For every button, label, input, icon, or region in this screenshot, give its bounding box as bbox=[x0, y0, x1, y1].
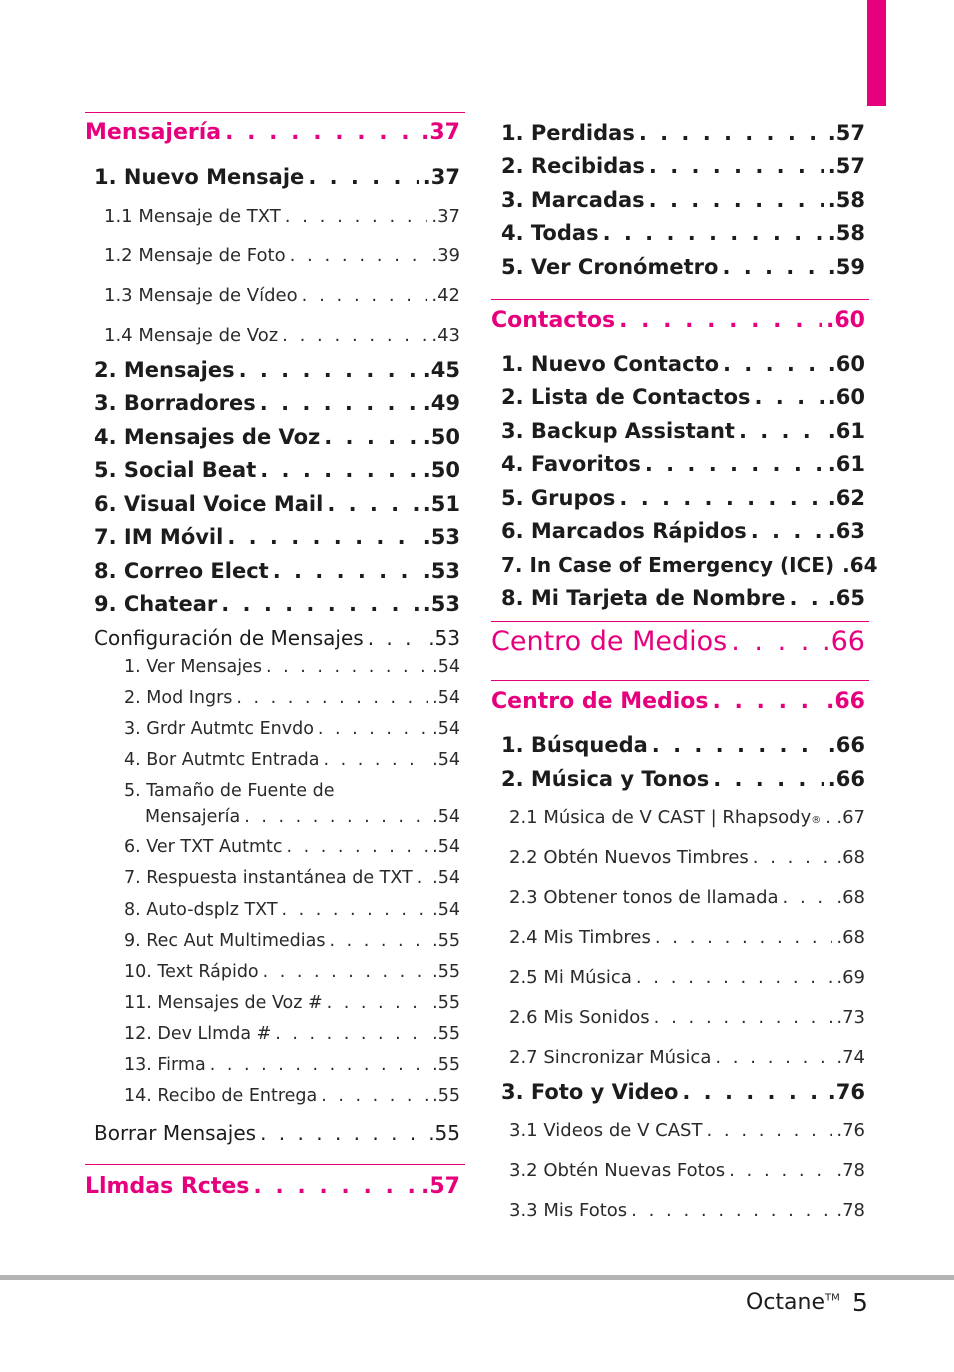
dot-leader bbox=[783, 881, 833, 915]
toc-entry-title: 3.3 Mis Fotos bbox=[509, 1200, 628, 1221]
toc-entry[interactable] bbox=[124, 681, 460, 715]
dot-leader bbox=[706, 1114, 832, 1148]
toc-entry[interactable] bbox=[124, 830, 460, 864]
toc-entry[interactable] bbox=[124, 924, 460, 958]
toc-entry[interactable] bbox=[501, 250, 865, 284]
toc-entry[interactable] bbox=[124, 986, 460, 1020]
toc-entry-title: 1. Búsqueda bbox=[501, 733, 648, 757]
toc-entry-page: .57 bbox=[421, 1174, 460, 1199]
toc-entry-page: .55 bbox=[432, 1055, 460, 1075]
dot-leader bbox=[227, 520, 418, 554]
toc-entry[interactable] bbox=[509, 1041, 865, 1075]
toc-entry[interactable] bbox=[94, 160, 460, 194]
dot-leader bbox=[290, 239, 428, 273]
toc-entry[interactable]: 2.1 Música de V CAST | Rhapsody ® . . . .67 bbox=[509, 801, 865, 835]
toc-entry-page: .58 bbox=[827, 221, 865, 245]
footer-rule bbox=[0, 1275, 954, 1280]
toc-entry-page: .68 bbox=[836, 887, 865, 908]
dot-leader bbox=[639, 116, 824, 150]
dot-leader bbox=[260, 386, 419, 420]
dot-leader bbox=[286, 830, 428, 864]
section-rule bbox=[85, 1164, 465, 1165]
footer-brand bbox=[746, 1290, 840, 1315]
toc-entry[interactable] bbox=[509, 961, 865, 995]
toc-entry-title: 9. Rec Aut Multimedias bbox=[124, 931, 326, 951]
dot-leader bbox=[253, 1170, 417, 1204]
toc-entry-title: 4. Todas bbox=[501, 221, 599, 245]
toc-entry-page: .68 bbox=[836, 847, 865, 868]
toc-entry-title: 9. Chatear bbox=[94, 592, 218, 616]
chapter-tab-marker bbox=[867, 0, 886, 106]
dot-leader bbox=[417, 861, 428, 895]
dot-leader bbox=[308, 160, 418, 194]
toc-entry-title: 8. Auto-dsplz TXT bbox=[124, 900, 278, 920]
toc-entry-page: .45 bbox=[422, 358, 460, 382]
dot-leader bbox=[603, 216, 824, 250]
toc-entry-title: Configuración de Mensajes bbox=[94, 626, 364, 650]
toc-entry-page: .53 bbox=[422, 559, 460, 583]
toc-entry-title: 5. Tamaño de Fuente de bbox=[124, 781, 335, 801]
toc-entry-page: .64 bbox=[842, 553, 878, 577]
toc-entry-title: 4. Bor Autmtc Entrada bbox=[124, 750, 320, 770]
toc-entry[interactable] bbox=[501, 447, 865, 481]
toc-entry-title: 6. Ver TXT Autmtc bbox=[124, 837, 283, 857]
toc-entry[interactable] bbox=[104, 319, 460, 353]
toc-entry-title: 3.1 Videos de V CAST bbox=[509, 1120, 703, 1141]
toc-entry-title: 5. Social Beat bbox=[94, 458, 257, 482]
toc-entry-title: 7. IM Móvil bbox=[94, 525, 224, 549]
toc-entry-title: 2.2 Obtén Nuevos Timbres bbox=[509, 847, 749, 868]
toc-entry[interactable] bbox=[94, 386, 460, 420]
toc-entry-page: .54 bbox=[432, 750, 460, 770]
toc-entry[interactable] bbox=[509, 1001, 865, 1035]
toc-entry[interactable] bbox=[501, 216, 865, 250]
dot-leader bbox=[751, 514, 824, 548]
toc-entry-page: .60 bbox=[827, 352, 865, 376]
dot-leader bbox=[263, 955, 429, 989]
toc-entry-title: 2.7 Sincronizar Música bbox=[509, 1047, 712, 1068]
toc-entry-page: .54 bbox=[432, 688, 460, 708]
toc-entry-page: .55 bbox=[432, 931, 460, 951]
dot-leader bbox=[645, 447, 824, 481]
toc-entry-page: .63 bbox=[827, 519, 865, 543]
toc-entry-title: 7. In Case of Emergency (ICE) bbox=[501, 553, 835, 577]
toc-entry-page: .50 bbox=[422, 425, 460, 449]
toc-entry-title: 5. Ver Cronómetro bbox=[501, 255, 719, 279]
dot-leader bbox=[225, 116, 417, 150]
toc-entry-title: 1.2 Mensaje de Foto bbox=[104, 245, 286, 266]
toc-entry-page: .57 bbox=[827, 154, 865, 178]
toc-section-centro-de-medios[interactable] bbox=[491, 685, 865, 719]
toc-entry-page: .37 bbox=[422, 165, 460, 189]
toc-entry[interactable] bbox=[124, 712, 460, 746]
dot-leader bbox=[244, 800, 428, 834]
toc-entry-page: .55 bbox=[432, 1086, 460, 1106]
toc-entry-page: .49 bbox=[422, 391, 460, 415]
dot-leader bbox=[729, 1154, 832, 1188]
dot-leader bbox=[260, 453, 419, 487]
toc-entry-page: .73 bbox=[836, 1007, 865, 1028]
dot-leader bbox=[327, 986, 428, 1020]
toc-entry-title: 8. Correo Elect bbox=[94, 559, 269, 583]
toc-entry-page: .57 bbox=[827, 121, 865, 145]
toc-entry-title: Llmdas Rctes bbox=[85, 1174, 250, 1199]
toc-entry-title: 13. Firma bbox=[124, 1055, 206, 1075]
dot-leader bbox=[266, 650, 428, 684]
toc-entry-title: 3. Borradores bbox=[94, 391, 256, 415]
toc-entry-title: Mensajería bbox=[85, 120, 222, 145]
brand-name: Octane bbox=[746, 1290, 825, 1315]
toc-entry-page: .55 bbox=[432, 993, 460, 1013]
toc-entry[interactable] bbox=[509, 921, 865, 955]
dot-leader bbox=[655, 921, 833, 955]
toc-entry[interactable] bbox=[124, 1017, 460, 1051]
dot-leader bbox=[649, 183, 824, 217]
toc-entry[interactable] bbox=[124, 650, 460, 684]
toc-entry-page: .42 bbox=[431, 285, 460, 306]
toc-entry-page: .53 bbox=[428, 626, 460, 650]
toc-entry-page: .54 bbox=[432, 719, 460, 739]
toc-section-llmdas-rctes[interactable] bbox=[85, 1170, 460, 1204]
toc-entry-title: 1.1 Mensaje de TXT bbox=[104, 206, 281, 227]
dot-leader bbox=[755, 380, 824, 414]
toc-entry[interactable] bbox=[124, 955, 460, 989]
dot-leader bbox=[221, 587, 419, 621]
toc-entry[interactable] bbox=[94, 554, 460, 588]
dot-leader bbox=[239, 353, 419, 387]
toc-entry-page: .58 bbox=[827, 188, 865, 212]
toc-entry[interactable] bbox=[94, 453, 460, 487]
toc-entry[interactable] bbox=[501, 581, 865, 615]
toc-entry-page: .54 bbox=[432, 868, 460, 888]
toc-entry[interactable] bbox=[104, 200, 460, 234]
toc-entry-page: .53 bbox=[422, 592, 460, 616]
toc-entry-page: .54 bbox=[432, 900, 460, 920]
toc-entry-page: .61 bbox=[827, 419, 865, 443]
dot-leader bbox=[260, 1116, 424, 1150]
section-rule bbox=[85, 112, 465, 113]
toc-entry-page: .43 bbox=[431, 325, 460, 346]
toc-entry-title: 1. Nuevo Mensaje bbox=[94, 165, 305, 189]
toc-entry[interactable] bbox=[94, 1116, 460, 1150]
toc-entry-title: 2. Mod Ingrs bbox=[124, 688, 233, 708]
toc-entry[interactable] bbox=[501, 414, 865, 448]
toc-entry-title: 1. Nuevo Contacto bbox=[501, 352, 720, 376]
toc-entry-title: Centro de Medios bbox=[491, 626, 728, 657]
toc-entry-title: 4. Mensajes de Voz bbox=[94, 425, 321, 449]
toc-entry[interactable] bbox=[94, 487, 460, 521]
dot-leader bbox=[329, 924, 428, 958]
toc-entry-page: .60 bbox=[827, 385, 865, 409]
toc-entry[interactable] bbox=[509, 1154, 865, 1188]
toc-entry-page: .54 bbox=[432, 657, 460, 677]
toc-entry-title: 6. Marcados Rápidos bbox=[501, 519, 747, 543]
toc-entry[interactable] bbox=[104, 279, 460, 313]
dot-leader bbox=[282, 319, 427, 353]
toc-entry[interactable] bbox=[501, 380, 865, 414]
dot-leader bbox=[236, 681, 428, 715]
toc-entry[interactable] bbox=[145, 800, 460, 834]
toc-entry[interactable] bbox=[509, 881, 865, 915]
toc-entry[interactable] bbox=[94, 420, 460, 454]
toc-entry-title: 10. Text Rápido bbox=[124, 962, 259, 982]
dot-leader bbox=[739, 414, 824, 448]
toc-entry-page: .78 bbox=[836, 1160, 865, 1181]
toc-entry[interactable] bbox=[501, 116, 865, 150]
toc-entry[interactable] bbox=[501, 514, 865, 548]
dot-leader bbox=[619, 481, 823, 515]
toc-entry-page: .54 bbox=[432, 807, 460, 827]
toc-entry-page: .55 bbox=[428, 1121, 460, 1145]
dot-leader bbox=[285, 200, 428, 234]
toc-entry[interactable] bbox=[124, 743, 460, 777]
toc-entry-page: .66 bbox=[826, 689, 865, 714]
dot-leader bbox=[273, 554, 419, 588]
toc-entry[interactable] bbox=[501, 149, 865, 183]
toc-entry[interactable] bbox=[509, 1194, 865, 1228]
dot-leader bbox=[318, 712, 428, 746]
toc-entry-title: Borrar Mensajes bbox=[94, 1121, 257, 1145]
toc-entry-title: 6. Visual Voice Mail bbox=[94, 492, 324, 516]
toc-entry-title: 12. Dev Llmda # bbox=[124, 1024, 272, 1044]
toc-entry-page: .37 bbox=[431, 206, 460, 227]
chapter-rule bbox=[491, 621, 869, 622]
dot-leader bbox=[654, 1001, 833, 1035]
section-rule bbox=[491, 299, 869, 300]
toc-section-mensajeria[interactable] bbox=[85, 116, 460, 150]
toc-entry-title: 3. Backup Assistant bbox=[501, 419, 735, 443]
toc-chapter-centro-de-medios[interactable] bbox=[491, 623, 865, 661]
toc-entry-page: .55 bbox=[432, 962, 460, 982]
toc-entry-page: .66 bbox=[827, 733, 865, 757]
toc-entry-title: 7. Respuesta instantánea de TXT bbox=[124, 868, 413, 888]
dot-leader bbox=[723, 347, 824, 381]
toc-entry-page: .66 bbox=[827, 767, 865, 791]
toc-entry[interactable] bbox=[501, 347, 865, 381]
dot-leader bbox=[649, 149, 824, 183]
toc-entry-title: 4. Favoritos bbox=[501, 452, 641, 476]
toc-entry[interactable] bbox=[509, 1114, 865, 1148]
dot-leader bbox=[713, 762, 824, 796]
toc-entry-page: .65 bbox=[827, 586, 865, 610]
toc-entry[interactable] bbox=[124, 893, 460, 927]
toc-section-contactos[interactable] bbox=[491, 304, 865, 338]
toc-entry-title: 2.3 Obtener tonos de llamada bbox=[509, 887, 779, 908]
dot-leader bbox=[715, 1041, 832, 1075]
toc-entry-title: 2.1 Música de V CAST | Rhapsody bbox=[509, 807, 812, 828]
toc-entry[interactable] bbox=[501, 548, 878, 582]
toc-entry[interactable] bbox=[501, 481, 865, 515]
toc-entry-page: .66 bbox=[822, 626, 865, 657]
dot-leader bbox=[631, 1194, 832, 1228]
toc-entry-title: 1. Perdidas bbox=[501, 121, 635, 145]
dot-leader bbox=[324, 743, 429, 777]
dot-leader bbox=[713, 685, 823, 719]
page-number: 5 bbox=[852, 1288, 868, 1317]
toc-entry-page: .51 bbox=[422, 492, 460, 516]
toc-entry-title: 11. Mensajes de Voz # bbox=[124, 993, 323, 1013]
toc-entry-page: .39 bbox=[431, 245, 460, 266]
dot-leader bbox=[636, 961, 833, 995]
toc-entry-title: 2. Recibidas bbox=[501, 154, 645, 178]
toc-entry[interactable] bbox=[501, 762, 865, 796]
toc-entry-title: 2.5 Mi Música bbox=[509, 967, 632, 988]
toc-entry-title: 2.6 Mis Sonidos bbox=[509, 1007, 650, 1028]
toc-entry[interactable] bbox=[94, 520, 460, 554]
dot-leader bbox=[327, 487, 418, 521]
toc-entry-title: 1. Ver Mensajes bbox=[124, 657, 262, 677]
toc-entry-page: .55 bbox=[432, 1024, 460, 1044]
toc-entry-page: .37 bbox=[421, 120, 460, 145]
dot-leader bbox=[825, 801, 832, 835]
dot-leader bbox=[282, 893, 429, 927]
toc-entry-page: .76 bbox=[836, 1120, 865, 1141]
dot-leader bbox=[302, 279, 428, 313]
toc-entry[interactable] bbox=[509, 841, 865, 875]
toc-entry-title: Centro de Medios bbox=[491, 689, 709, 714]
toc-entry-title: 2. Música y Tonos bbox=[501, 767, 710, 791]
toc-entry-page: .62 bbox=[827, 486, 865, 510]
toc-entry[interactable] bbox=[124, 861, 460, 895]
toc-entry-page: .69 bbox=[836, 967, 865, 988]
toc-entry[interactable] bbox=[501, 1075, 865, 1109]
dot-leader bbox=[275, 1017, 428, 1051]
toc-entry-page: .68 bbox=[836, 927, 865, 948]
toc-entry-title: 14. Recibo de Entrega bbox=[124, 1086, 318, 1106]
toc-entry-title: 8. Mi Tarjeta de Nombre bbox=[501, 586, 786, 610]
section-rule bbox=[491, 680, 869, 681]
toc-entry-title: 1.4 Mensaje de Voz bbox=[104, 325, 279, 346]
toc-entry-page: .61 bbox=[827, 452, 865, 476]
toc-entry-page: .53 bbox=[422, 525, 460, 549]
dot-leader bbox=[324, 420, 419, 454]
toc-entry[interactable] bbox=[94, 587, 460, 621]
toc-entry-title: Contactos bbox=[491, 308, 616, 333]
toc-entry-title: 3. Marcadas bbox=[501, 188, 645, 212]
toc-entry-title: 3.2 Obtén Nuevas Fotos bbox=[509, 1160, 726, 1181]
trademark-mark: TM bbox=[825, 1292, 840, 1304]
toc-entry-page: .50 bbox=[422, 458, 460, 482]
toc-entry-page: .59 bbox=[827, 255, 865, 279]
toc-entry[interactable] bbox=[94, 353, 460, 387]
toc-entry-title: 1.3 Mensaje de Vídeo bbox=[104, 285, 298, 306]
toc-entry-title: 5. Grupos bbox=[501, 486, 616, 510]
dot-leader bbox=[619, 304, 822, 338]
toc-entry[interactable] bbox=[124, 1079, 460, 1113]
toc-entry-title: 2. Lista de Contactos bbox=[501, 385, 751, 409]
dot-leader bbox=[652, 728, 824, 762]
toc-entry-title-continued: Mensajería bbox=[145, 807, 241, 827]
toc-entry[interactable] bbox=[104, 239, 460, 273]
toc-entry-page: .74 bbox=[836, 1047, 865, 1068]
dot-leader bbox=[731, 623, 818, 661]
dot-leader bbox=[753, 841, 833, 875]
toc-entry-title: 2.4 Mis Timbres bbox=[509, 927, 651, 948]
toc-entry-page: .60 bbox=[826, 308, 865, 333]
dot-leader bbox=[682, 1075, 823, 1109]
dot-leader bbox=[321, 1079, 428, 1113]
toc-entry-page: .76 bbox=[827, 1080, 865, 1104]
toc-entry-page: .54 bbox=[432, 837, 460, 857]
toc-entry-title: 3. Foto y Video bbox=[501, 1080, 679, 1104]
dot-leader bbox=[210, 1048, 428, 1082]
toc-entry[interactable] bbox=[124, 1048, 460, 1082]
toc-entry[interactable] bbox=[501, 183, 865, 217]
toc-entry-page: .67 bbox=[836, 807, 865, 828]
toc-entry-page: .78 bbox=[836, 1200, 865, 1221]
dot-leader bbox=[790, 581, 824, 615]
toc-entry-title: 2. Mensajes bbox=[94, 358, 235, 382]
toc-entry-title: 3. Grdr Autmtc Envdo bbox=[124, 719, 314, 739]
dot-leader bbox=[722, 250, 823, 284]
toc-entry[interactable] bbox=[501, 728, 865, 762]
